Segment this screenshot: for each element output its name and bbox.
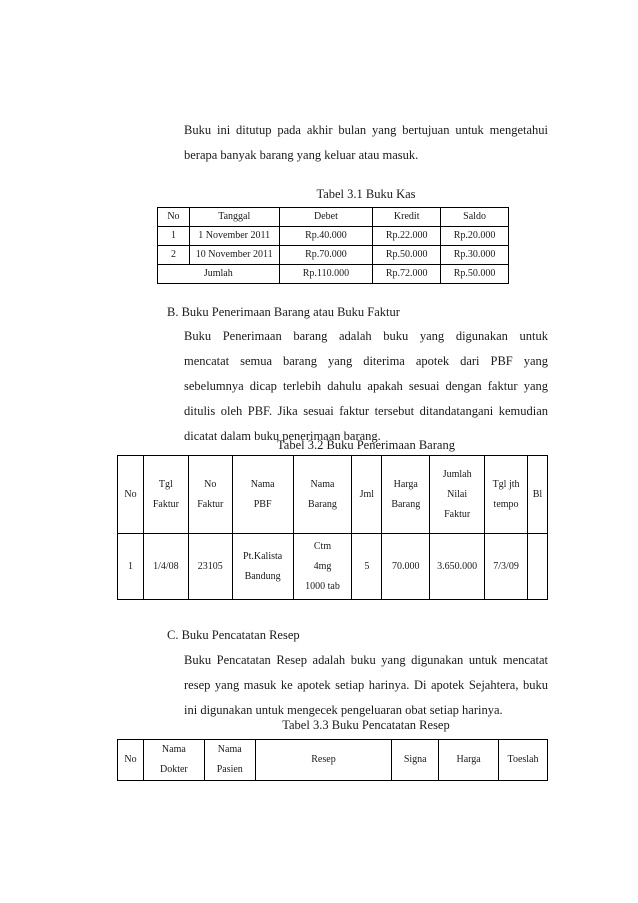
header-line: Dokter — [159, 764, 188, 775]
section-b-line: mencatat semua barang yang diterima apotek dari PBF yang — [184, 354, 548, 368]
table-cell: Rp.40.000 — [279, 227, 373, 246]
header-line: Harga — [393, 478, 418, 490]
header-cell — [204, 740, 255, 781]
header-line: tempo — [493, 498, 519, 510]
header-line: Nama — [217, 744, 242, 755]
intro-line: berapa banyak barang yang keluar atau masuk. — [184, 148, 419, 162]
header-cell — [188, 456, 232, 534]
header-cell — [485, 456, 528, 534]
header-cell: No — [118, 740, 144, 781]
section-c-line: resep yang masuk ke apotek setiap harinya. Di apotek Sejahtera, buku — [184, 678, 548, 692]
header-cell: Bl — [528, 456, 548, 534]
table-row — [118, 534, 548, 600]
table-cell: Rp.20.000 — [441, 227, 509, 246]
table-cell: Rp.70.000 — [279, 246, 373, 265]
header-cell: Saldo — [441, 208, 509, 227]
header-line: No — [204, 478, 217, 490]
section-b-line: Buku Penerimaan barang adalah buku yang digunakan untuk — [184, 329, 548, 343]
table-cell: 3.650.000 — [430, 534, 485, 600]
table-header-row — [118, 740, 548, 781]
goods-receipt-table — [117, 455, 548, 600]
header-cell — [143, 456, 188, 534]
prescription-log-table — [117, 739, 548, 781]
section-c-heading: C. Buku Pencatatan Resep — [167, 628, 300, 642]
header-line: Tgl — [158, 478, 173, 490]
table-cell: 5 — [352, 534, 382, 600]
header-cell: Debet — [279, 208, 373, 227]
table-cell: 23105 — [188, 534, 232, 600]
section-b-line: dicatat dalam buku penerimaan barang. — [184, 429, 381, 443]
header-line: Nilai — [447, 488, 468, 500]
section-c-line: ini digunakan untuk mengecek pengeluaran obat setiap harinya. — [184, 703, 503, 717]
table-cell — [528, 534, 548, 600]
section-b-line: ditulis oleh PBF. Jika sesuai faktur tersebut ditandatangani kemudian — [184, 404, 548, 418]
table-cell: 1/4/08 — [143, 534, 188, 600]
header-cell: Toeslah — [499, 740, 548, 781]
cell-line: Ctm — [313, 540, 332, 552]
header-line: Barang — [391, 498, 421, 510]
header-cell: Tanggal — [189, 208, 279, 227]
table-cell: 10 November 2011 — [189, 246, 279, 265]
table-header-row — [118, 456, 548, 534]
header-cell — [293, 456, 352, 534]
table-cell: Rp.22.000 — [373, 227, 441, 246]
header-cell: Kredit — [373, 208, 441, 227]
header-line: Jumlah — [442, 468, 472, 480]
section-c-paragraph — [184, 648, 548, 723]
table-row — [158, 246, 509, 265]
cell-line: 4mg — [313, 560, 332, 572]
total-label: Jumlah — [158, 265, 280, 284]
header-line: PBF — [253, 498, 272, 510]
header-line: Nama — [161, 744, 186, 755]
section-b-paragraph — [184, 324, 548, 449]
table2-caption: Tabel 3.2 Buku Penerimaan Barang — [277, 438, 455, 452]
section-b-line: sebelumnya dicap terlebih dahulu apakah sesuai dengan faktur yang — [184, 379, 548, 393]
table-cell: Rp.50.000 — [373, 246, 441, 265]
header-line: Barang — [308, 498, 337, 510]
cell-line: 1000 tab — [305, 580, 340, 592]
header-cell: No — [158, 208, 190, 227]
header-line: Tgl jth — [492, 478, 520, 490]
header-cell — [232, 456, 293, 534]
total-debet: Rp.110.000 — [279, 265, 373, 284]
header-line: Faktur — [152, 498, 179, 510]
table-cell: 1 — [118, 534, 144, 600]
cash-book-table — [157, 207, 509, 284]
cell-line: Bandung — [244, 570, 281, 582]
section-c-line: Buku Pencatatan Resep adalah buku yang digunakan untuk mencatat — [184, 653, 548, 667]
table-cell: 70.000 — [382, 534, 430, 600]
table-row — [158, 227, 509, 246]
table-cell — [293, 534, 352, 600]
section-b-heading: B. Buku Penerimaan Barang atau Buku Faktur — [167, 305, 400, 319]
table-cell: 1 November 2011 — [189, 227, 279, 246]
intro-line: Buku ini ditutup pada akhir bulan yang bertujuan untuk mengetahui — [184, 123, 548, 137]
header-cell: No — [118, 456, 144, 534]
table-cell: 7/3/09 — [485, 534, 528, 600]
table3-caption: Tabel 3.3 Buku Pencatatan Resep — [282, 718, 450, 732]
header-line: Pasien — [216, 764, 243, 775]
table-total-row — [158, 265, 509, 284]
header-cell: Signa — [392, 740, 439, 781]
table-cell — [232, 534, 293, 600]
table-cell: 2 — [158, 246, 190, 265]
table-cell: 1 — [158, 227, 190, 246]
table-header-row — [158, 208, 509, 227]
header-cell — [430, 456, 485, 534]
intro-paragraph — [184, 118, 548, 168]
header-line: Faktur — [197, 498, 224, 510]
header-line: Nama — [250, 478, 275, 490]
header-cell — [143, 740, 204, 781]
total-kredit: Rp.72.000 — [373, 265, 441, 284]
header-line: Faktur — [444, 508, 471, 520]
header-cell: Jml — [352, 456, 382, 534]
header-cell: Harga — [439, 740, 499, 781]
cell-line: Pt.Kalista — [243, 550, 283, 562]
header-cell: Resep — [255, 740, 392, 781]
table-cell: Rp.30.000 — [441, 246, 509, 265]
header-line: Nama — [310, 478, 335, 490]
total-saldo: Rp.50.000 — [441, 265, 509, 284]
table1-caption: Tabel 3.1 Buku Kas — [316, 187, 416, 201]
header-cell — [382, 456, 430, 534]
